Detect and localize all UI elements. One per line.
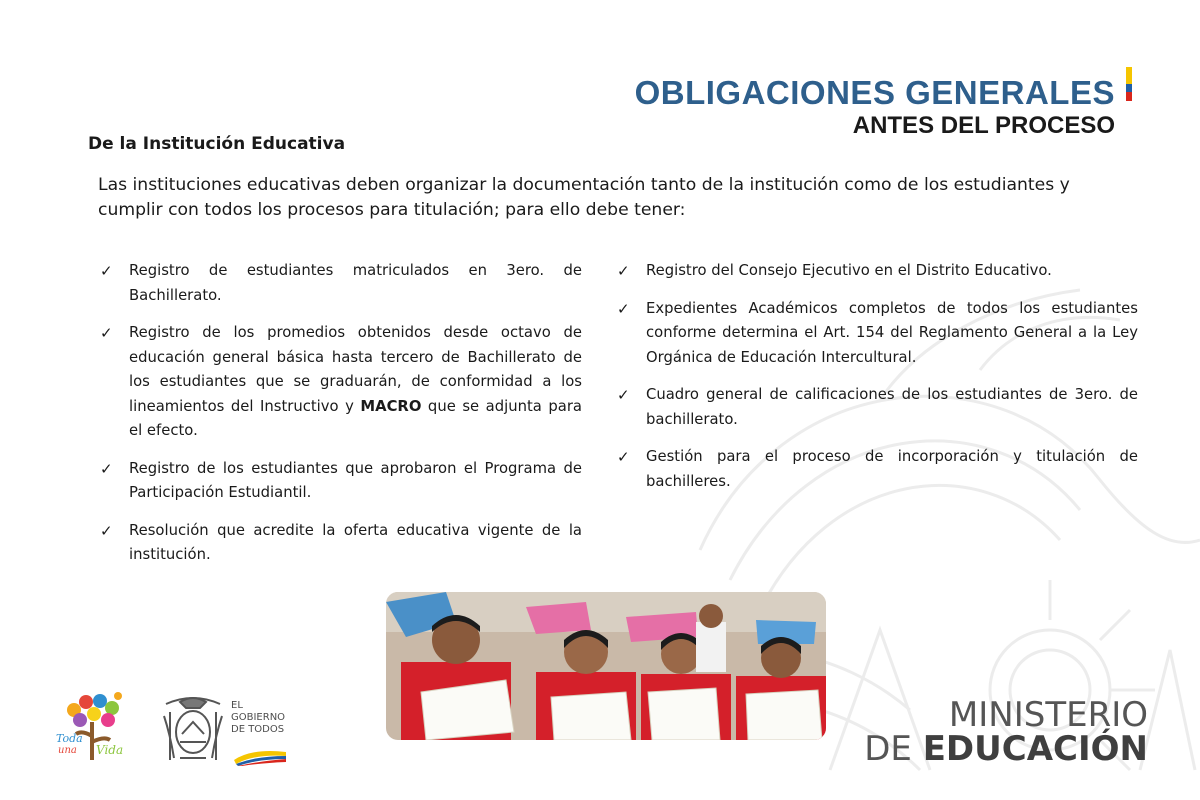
vida-text: Vida [96,743,124,757]
toda-una-vida-logo [52,686,132,766]
flag-stripe-yellow [1126,67,1132,84]
gobierno-de-todos-text [231,700,285,736]
ministerio-line: MINISTERIO [948,695,1148,735]
list-item-text: Registro de los estudiantes que aprobaron el Programa de Participación Estudiantil. [129,459,582,501]
checkmark-icon: ✓ [100,459,113,478]
toda-text: Toda [56,732,83,745]
checkmark-icon: ✓ [617,262,630,280]
gobierno-line: EL [231,700,243,711]
una-text: una [58,745,77,756]
list-item [100,321,582,444]
flag-stripe-red [1126,92,1132,101]
macro-bold: MACRO [360,397,422,415]
graduates-photo [386,592,826,740]
list-item-text: Registro de los promedios obtenidos desde octavo de educación general básica hasta tercero de Bachillerato de los estudiantes que se graduarán, de conformidad a los lineamientos del Instructivo y [129,324,582,415]
checkmark-icon: ✓ [617,448,630,466]
intro-paragraph: Las instituciones educativas deben organizar la documentación tanto de la institución como de los estudiantes y cumplir con todos los procesos para titulación; para ello debe tener: [98,175,1070,220]
flag-stripe-blue [1126,84,1132,92]
list-item-text: Expedientes Académicos completos de todos los estudiantes conforme determina el Art. 154 del Reglamento General a la Ley Orgánica de Educación Intercultural. [646,299,1138,366]
ecuador-coat-of-arms-icon [160,694,226,766]
gobierno-line: GOBIERNO [231,712,286,723]
section-heading: De la Institución Educativa [88,134,346,154]
list-item [100,457,582,506]
ministerio-educacion-bold: EDUCACIÓN [922,729,1148,769]
checkmark-icon: ✓ [617,299,630,318]
list-item [100,259,582,308]
right-checklist [617,259,1138,507]
ecuador-flag-bar [1126,67,1132,101]
list-item [617,383,1138,432]
educacion-line [864,729,1148,769]
checkmark-icon: ✓ [617,386,630,404]
list-item-text: que se adjunta para el efecto. [129,397,583,439]
checkmark-icon: ✓ [100,262,113,280]
gobierno-line: DE TODOS [231,724,285,735]
ministerio-de: DE [864,729,923,769]
page-subtitle: ANTES DEL PROCESO [852,112,1115,139]
list-item [100,519,582,568]
list-item-text: Registro de estudiantes matriculados en 3ero. de Bachillerato. [129,262,582,304]
list-item-text: Registro del Consejo Ejecutivo en el Distrito Educativo. [646,262,1052,279]
page-title: OBLIGACIONES GENERALES [634,74,1115,111]
list-item-text: Cuadro general de calificaciones de los estudiantes de 3ero. de bachillerato. [646,386,1138,428]
checkmark-icon: ✓ [100,521,113,540]
list-item-text: Gestión para el proceso de incorporación y titulación de bachilleres. [646,448,1138,490]
list-item [617,297,1138,371]
ministerio-educacion-logo [864,695,1148,769]
checkmark-icon: ✓ [100,324,113,342]
list-item-text: Resolución que acredite la oferta educativa vigente de la institución. [129,521,582,563]
list-item [617,259,1138,284]
list-item [617,445,1138,494]
gobierno-swoosh-icon [232,746,288,766]
left-checklist [100,259,582,581]
